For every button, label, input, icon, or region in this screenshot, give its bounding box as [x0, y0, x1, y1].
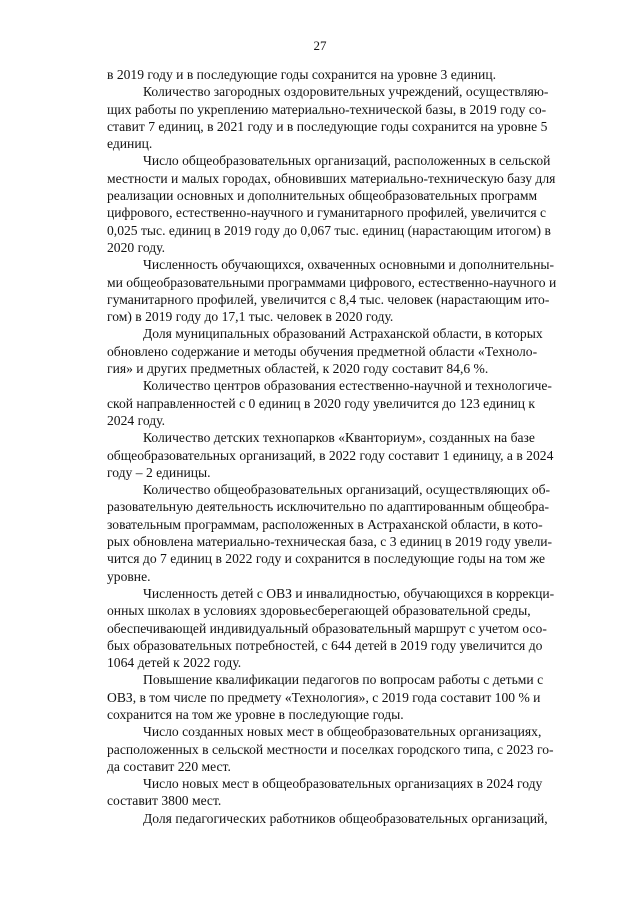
paragraph-4: Численность обучающихся, охваченных основными и дополнительны- ми общеобразовательными программами цифрового, естественно-научного и гуманитарного профилей, увеличится с 8,4 тыс. человек (нарастающим ито- гом) в 2019 году до 17,1 тыс. человек в 2020 году. — [107, 257, 557, 325]
paragraph-5: Доля муниципальных образований Астраханской области, в которых обновлено содержание и методы обучения предметной области «Техноло- гия» и других предметных областей, к 2020 году составит 84,6 %. — [107, 326, 543, 377]
paragraph-11: Число созданных новых мест в общеобразовательных организациях, расположенных в сельской местности и поселках городского типа, с 2023 го- да составит 220 мест. — [107, 724, 554, 774]
page-body — [107, 66, 613, 827]
paragraph-12: Число новых мест в общеобразовательных организациях в 2024 году составит 3800 мест. — [107, 776, 543, 809]
paragraph-6: Количество центров образования естественно-научной и технологиче- ской направленностей с 0 единиц в 2020 году увеличится до 123 единиц к 2024 году. — [107, 378, 552, 428]
paragraph-2: Количество загородных оздоровительных учреждений, осуществляю- щих работы по укреплению материально-технической базы, в 2019 году со- ставит 7 единиц, в 2021 году и в последующие годы сохранится на уровне 5 единиц. — [107, 84, 549, 152]
paragraph-7: Количество детских технопарков «Кванториум», созданных на базе общеобразовательных организаций, в 2022 году составит 1 единицу, а в 2024 году – 2 единицы. — [107, 430, 554, 480]
paragraph-10: Повышение квалификации педагогов по вопросам работы с детьми с ОВЗ, в том числе по предмету «Технология», с 2019 года составит 100 % и сохранится на том же уровне в последующие годы. — [107, 672, 544, 722]
paragraph-1: в 2019 году и в последующие годы сохранится на уровне 3 единиц. — [107, 67, 497, 82]
paragraph-9: Численность детей с ОВЗ и инвалидностью, обучающихся в коррекци- онных школах в условиях здоровьесберегающей образовательной среды, обеспечивающей индивидуальный образовательный маршрут с учетом осо- бых образовательных потребностей, с 644 детей в 2019 году увеличится до 1064 детей к 2022 году. — [107, 585, 555, 671]
paragraph-3: Число общеобразовательных организаций, расположенных в сельской местности и малых городах, обновивших материально-техническую базу для реализации основных и дополнительных общеобразовательных программ цифрового, естественно-научного и гуманитарного профилей, увеличится с 0,025 тыс. единиц в 2019 году до 0,067 тыс. единиц (нарастающим итогом) в 2020 году. — [107, 153, 556, 255]
paragraph-8: Количество общеобразовательных организаций, осуществляющих об- разовательную деятельность исключительно по адаптированным общеобра- зовательным программам, расположенных в Астраханской области, в кото- рых обновлена материально-техническая база, с 3 единиц в 2019 году увели- чится до 7 единиц в 2022 году и сохранится в последующие годы на том же уровне. — [107, 482, 553, 584]
page-number: 27 — [313, 38, 327, 53]
paragraph-13: Доля педагогических работников общеобразовательных организаций, — [143, 810, 548, 826]
